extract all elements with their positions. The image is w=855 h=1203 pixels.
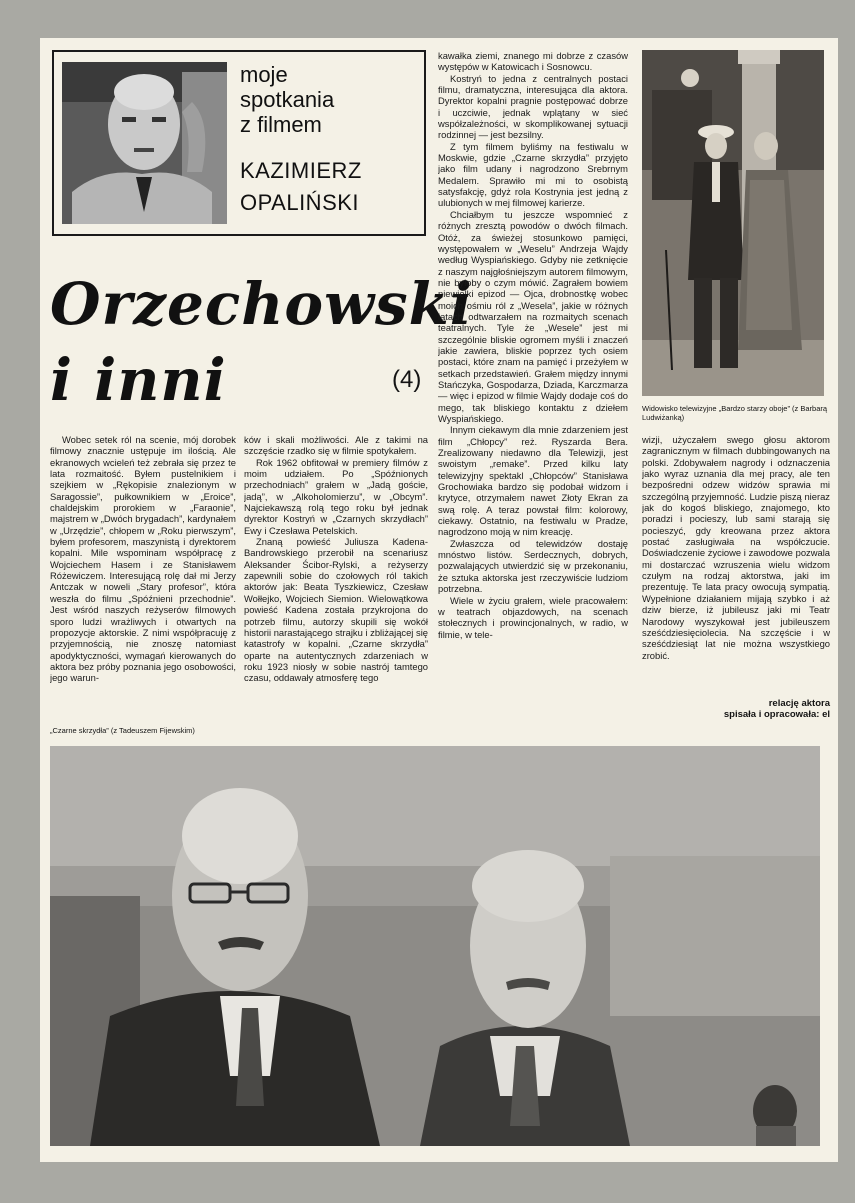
article-title-line1: Orzechowski [50,270,473,338]
magazine-page [40,38,838,1162]
paragraph: Innym ciekawym dla mnie zdarzeniem jest film „Chłopcy” reż. Ryszarda Bera. Zrealizowany niedawno dla Telewizji, jest swoistym „remake”. Przed kilku laty telewizyjny spektakl „Chłopców” Stanisława Grochowiaka bardzo się podobał widzom i krytyce, otrzymałem nawet Złoty Ekran za swą rolę. A teraz powstał film: kolorowy, ciekawy. Ostatnio, na festiwalu w Pradze, nagrodzono moją w nim kreację. [438,424,628,538]
author-last-name: OPALIŃSKI [240,190,360,215]
series-title-line3: z filmem [240,112,322,137]
paragraph: Chciałbym tu jeszcze wspomnieć z różnych zresztą powodów o dwóch filmach. Otóż, za świeżej stosunkowo pamięci, występowałem w „Weselu” Andrzeja Wajdy według Wyspiańskiego. Gdyby nie zetknięcie z naszym najgłośniejszym autorem filmowym, nie byłoby o czym mówić. Zagrałem bowiem niewielki epizod — Ojca, drobnostkę wobec moich ośmiu ról z „Wesela”, jakie w różnych latach odtwarzałem na rozmaitych scenach teatralnych. Tyle że „Wesele” jest mi szczególnie bliskie ogromem myśli i znaczeń jakie zawiera, bliskie poprzez tych osiem postaci, które znam na pamięć i przeżyłem w setkach przedstawień. Grałem między innymi Stańczyka, Gospodarza, Dziada, Karczmarza — więc i epizod w filmie Wajdy dodaje coś do mego, tak bliskiego kontaktu z dziełem Wyspiańskiego. [438,208,628,424]
paragraph: Znaną powieść Juliusza Kadena-Bandrowskiego przerobił na scenariusz Aleksander Ścibor-Rylski, a reżyserzy zapewnili sobie do czołowych ról takich aktorów jak: Beata Tyszkiewicz, Czesław Wołłejko, Wojciech Siemion. Wielowątkowa powieść Kadena została przykrojona do potrzeb filmu, autorzy skupili się wokół historii narastającego strajku i zbliżającej się katastrofy w kopalni. „Czarne skrzydła” oparte na autentycznych zdarzeniach w roku 1923 niosły w sobie nastrój tamtego czasu, oddawały atmosferę tego [244,536,428,684]
text-column-2 [244,434,428,724]
paragraph: Kostryń to jedna z centralnych postaci filmu, dramatyczna, interesująca dla aktora. Dyrektor kopalni pragnie postępować dobrze i uczciwie, jednak wplątany w sieć współzależności, w skomplikowanej sytuacji rodzinnej — jest bezsilny. [438,72,628,141]
series-title-line2: spotkania [240,87,335,112]
text-column-4 [642,434,830,674]
part-number: (4) [392,366,422,393]
photo-caption-top: Widowisko telewizyjne „Bardzo starzy oboje” (z Barbarą Ludwiżanką) [642,404,828,422]
paragraph: wizji, użyczałem swego głosu aktorom zagranicznym w filmach dubbingowanych na polski. Zdobywałem nagrody i odznaczenia jako wyraz uznania dla mej pracy, ale ten bezpośredni odzew widzów sprawia mi szczególną przyjemność. Ludzie piszą nieraz jak do kogoś bliskiego, znajomego, kto poradzi i pocieszy, lub sami starają się pocieszyć, gdy kreowana przez aktora postać zasługiwała na współczucie. Doświadczenie życiowe i zawodowe pozwala mi dostarczać wzruszenia wielu widzom czułym na rodzaj aktorstwa, jaki im prezentuję. Te lata pracy owocują sympatią. Wypełnione działaniem mijają szybko i aż dziw bierze, iż jubileusz jaki mi Teatr Narodowy wyszykował jest jubileuszem sześćdziesięciolecia. Na szczęście i w sześćdziesiąt lat nie można wszystkiego zrobić. [642,434,830,661]
article-title [50,270,473,414]
text-column-3 [438,50,628,722]
tv-play-photo [642,50,824,396]
film-still-photo [50,746,820,1146]
paragraph: Z tym filmem byliśmy na festiwalu w Moskwie, gdzie „Czarne skrzydła” przyjęto jako film udany i nagrodzono Srebrnym Medalem. Sprawiło mi mi to osobistą satysfakcję, gdyż rola Kostrynia jest jedną z ulubionych w mej filmowej karierze. [438,140,628,209]
paragraph: kawałka ziemi, znanego mi dobrze z czasów występów w Katowicach i Sosnowcu. [438,50,628,73]
paragraph: Wobec setek ról na scenie, mój dorobek filmowy znacznie ustępuje im ilością. Ale ekranowych wcieleń też zebrała się przez te lata rozmaitość. Byłem pustelnikiem i szejkiem w „Rękopisie znalezionym w Saragossie”, pułkownikiem w „Eroice”, chaldejskim prorokiem w „Faraonie”, majstrem w „Dwóch brygadach”, kardynałem w „Urzędzie”, chłopem w „Roku pierwszym”, byłem profesorem, maszynistą i dyrektorem kopalni. Mile wspominam współpracę z Wojciechem Hasem i ze Stanisławem Różewiczem. Interesującą rolę dał mi Jerzy Antczak w noweli „Stary profesor”, która weszła do filmu „Spóźnieni przechodnie”. Jest wśród naszych reżyserów filmowych sporo ludzi wrażliwych i otwartych na propozycje aktorskie. Z nimi współpracuję z przyjemnością, nie znoszę natomiast apodyktyczności, wymagań kierowanych do aktora bez próby poznania jego osobowości, jego warun- [50,434,236,684]
series-title-line1: moje [240,62,288,87]
author-first-name: KAZIMIERZ [240,158,362,183]
credit-line1: relację aktora [768,698,830,709]
header-box [52,50,426,236]
article-title-line2: i inni [50,346,227,414]
text-column-1 [50,434,236,724]
paragraph: Wiele w życiu grałem, wiele pracowałem: w teatrach objazdowych, na scenach stołecznych i prowincjonalnych, w radio, w filmie, w tele- [438,594,628,640]
author-portrait-photo [62,62,227,224]
paragraph: ków i skali możliwości. Ale z takimi na szczęście rzadko się w filmie spotykałem. [244,434,428,457]
photo-caption-bottom: „Czarne skrzydła” (z Tadeuszem Fijewskim) [50,726,195,735]
credit-line2: spisała i opracowała: el [723,709,830,720]
paragraph: Rok 1962 obfitował w premiery filmów z moim udziałem. Po „Spóźnionych przechodniach” grałem w „Jadą goście, jadą”, w „Alkoholomierzu”, w „Obcym”. Najciekawszą rolą tego roku był jednak dyrektor Kostryń w „Czarnych skrzydłach” Ewy i Czesława Petelskich. [244,456,428,536]
paragraph: Zwłaszcza od telewidzów dostaję mnóstwo listów. Serdecznych, dobrych, pozwalających utwierdzić się w przekonaniu, że sztuka aktorska jest rzeczywiście ludziom potrzebna. [438,537,628,595]
article-credit [642,698,830,720]
